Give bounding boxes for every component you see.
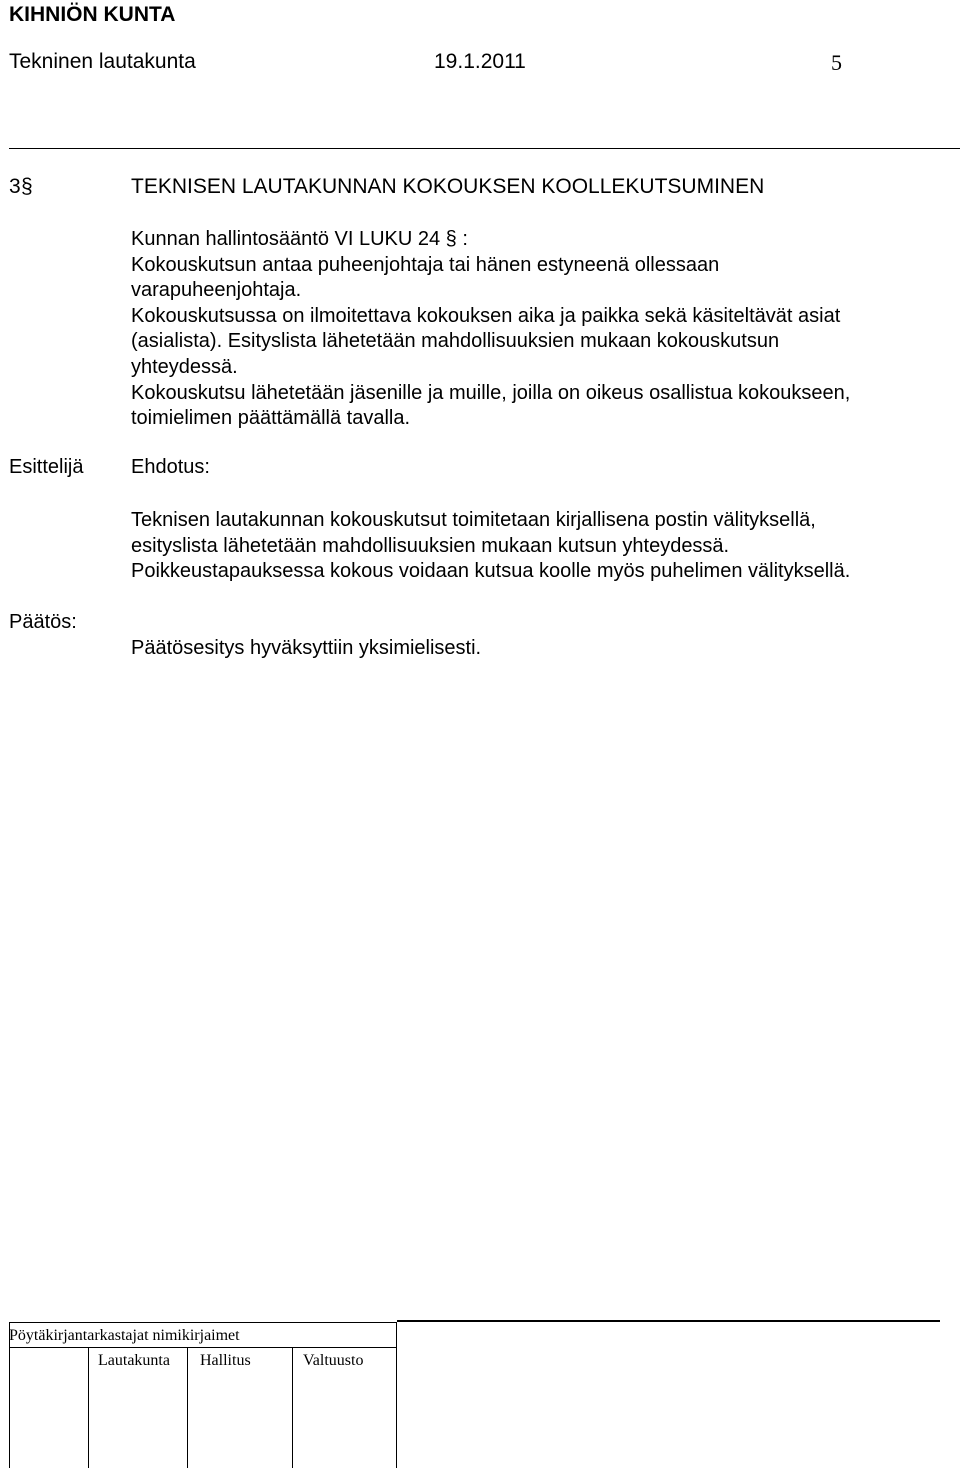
background-text — [131, 227, 951, 432]
footer-rule — [397, 1320, 940, 1322]
signature-column-divider — [187, 1347, 188, 1468]
board-name: Tekninen lautakunta — [9, 50, 196, 73]
background-line: Kokouskutsussa on ilmoitettava kokouksen aika ja paikka sekä käsiteltävät asiat — [131, 304, 841, 327]
background-line: Kokouskutsu lähetetään jäsenille ja muille, joilla on oikeus osallistua kokoukseen, — [131, 381, 851, 404]
section-number: 3 — [9, 175, 21, 198]
signature-box-title: Pöytäkirjantarkastajat nimikirjaimet — [9, 1327, 240, 1344]
proposal-label: Ehdotus: — [131, 456, 210, 478]
signature-column-lautakunta: Lautakunta — [98, 1352, 170, 1369]
signature-column-divider — [292, 1347, 293, 1468]
signature-column-divider — [88, 1347, 89, 1468]
meeting-date: 19.1.2011 — [434, 50, 526, 73]
presenter-label: Esittelijä — [9, 456, 84, 478]
section-symbol: § — [21, 175, 33, 198]
proposal-line: Poikkeustapauksessa kokous voidaan kutsua koolle myös puhelimen välityksellä. — [131, 560, 851, 583]
proposal-text — [131, 508, 951, 585]
background-line: toimielimen päättämällä tavalla. — [131, 407, 411, 430]
page-number: 5 — [831, 50, 842, 75]
organization-name: KIHNIÖN KUNTA — [9, 3, 176, 26]
background-line: varapuheenjohtaja. — [131, 279, 302, 302]
decision-label: Päätös: — [9, 611, 77, 633]
background-line: yhteydessä. — [131, 355, 238, 378]
signature-box-divider — [9, 1347, 397, 1348]
section-title: TEKNISEN LAUTAKUNNAN KOKOUKSEN KOOLLEKUTSUMINEN — [131, 175, 765, 198]
background-line: Kunnan hallintosääntö VI LUKU 24 § : — [131, 228, 468, 250]
proposal-line: Teknisen lautakunnan kokouskutsut toimitetaan kirjallisena postin välityksellä, — [131, 509, 816, 531]
signature-column-valtuusto: Valtuusto — [303, 1352, 364, 1369]
header-divider — [9, 148, 960, 149]
proposal-line: esityslista lähetetään mahdollisuuksien mukaan kutsun yhteydessä. — [131, 534, 730, 557]
background-line: Kokouskutsun antaa puheenjohtaja tai hänen estyneenä ollessaan — [131, 253, 720, 276]
decision-text: Päätösesitys hyväksyttiin yksimielisesti. — [131, 637, 482, 659]
background-line: (asialista). Esityslista lähetetään mahdollisuuksien mukaan kokouskutsun — [131, 330, 780, 353]
signature-column-hallitus: Hallitus — [200, 1352, 251, 1369]
